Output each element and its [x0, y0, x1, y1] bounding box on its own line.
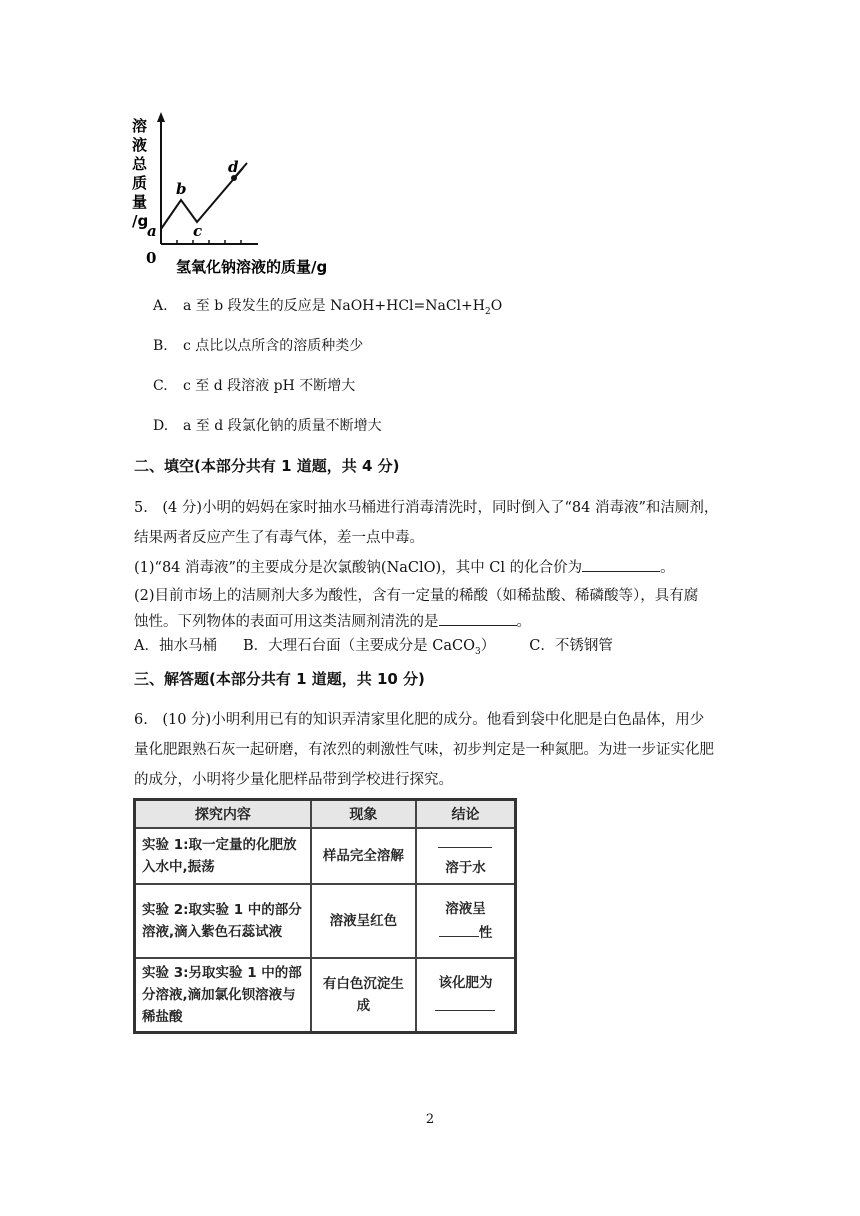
choice-a: A．抽水马桶: [134, 638, 217, 654]
choice-b-end: ）: [480, 638, 496, 654]
table-row: [135, 884, 516, 958]
option-text-tail: O: [490, 298, 503, 314]
option-text: c 点比以点所含的溶质种类少: [183, 338, 364, 354]
answer-blank[interactable]: [439, 924, 479, 937]
q5-sub-1-end: 。: [660, 560, 675, 576]
table-row: [135, 828, 516, 884]
option-letter: A.: [153, 298, 168, 314]
point-a-label: a: [147, 222, 157, 240]
answer-blank[interactable]: [582, 557, 660, 572]
q6-line-3: 的成分，小明将少量化肥样品带到学校进行探究。: [134, 772, 453, 788]
point-b-label: b: [176, 180, 187, 198]
option-b: [153, 336, 363, 356]
experiment-table: [133, 798, 517, 1034]
cell-phenomenon: 样品完全溶解: [311, 828, 416, 884]
point-d-label: d: [228, 158, 239, 176]
option-a: [153, 296, 502, 322]
conclusion-text: 溶于水: [445, 860, 486, 876]
table-header-row: [135, 800, 516, 829]
table-row: [135, 958, 516, 1033]
subscript: 3: [474, 646, 481, 657]
conclusion-text: 该化肥为: [438, 975, 493, 991]
option-text: a 至 b 段发生的反应是 NaOH+HCl=NaCl+H: [183, 298, 485, 314]
cell-conclusion: [416, 884, 516, 958]
cell-content: 实验 2:取实验 1 中的部分溶液,滴入紫色石蕊试液: [135, 884, 311, 958]
q5-choices: [134, 634, 613, 657]
option-c: [153, 376, 355, 396]
q6-line-1: 6. (10 分)小明利用已有的知识弄清家里化肥的成分。他看到袋中化肥是白色晶体，用少: [134, 712, 705, 728]
cell-content: 实验 1:取一定量的化肥放入水中,振荡: [135, 828, 311, 884]
cell-conclusion: [416, 828, 516, 884]
y-axis-label-char: 质: [132, 174, 148, 192]
header-phenomenon: 现象: [311, 800, 416, 829]
origin-label: 0: [146, 249, 157, 267]
mass-curve: [161, 168, 243, 229]
answer-blank[interactable]: [439, 611, 517, 626]
choice-c: C．不锈钢管: [529, 638, 613, 654]
y-axis-arrow: [157, 112, 165, 122]
cell-phenomenon: 有白色沉淀生成: [311, 958, 416, 1033]
cell-conclusion: [416, 958, 516, 1033]
q6-line-2: 量化肥跟熟石灰一起研磨，有浓烈的刺激性气味，初步判定是一种氮肥。为进一步证实化肥: [134, 742, 714, 758]
option-letter: C.: [153, 378, 168, 394]
header-content: 探究内容: [135, 800, 311, 829]
q5-sub-2-text: 蚀性。下列物体的表面可用这类洁厕剂清洗的是: [134, 614, 439, 630]
subscript: 2: [484, 306, 491, 317]
y-axis-label-char: 液: [132, 136, 148, 154]
cell-phenomenon: 溶液呈红色: [311, 884, 416, 958]
header-conclusion: 结论: [416, 800, 516, 829]
answer-blank[interactable]: [438, 835, 492, 848]
cell-content: 实验 3:另取实验 1 中的部分溶液,滴加氯化钡溶液与稀盐酸: [135, 958, 311, 1033]
answer-blank[interactable]: [435, 998, 495, 1011]
q5-sub-1: [134, 556, 675, 577]
point-c-label: c: [193, 222, 203, 240]
option-text: a 至 d 段氯化钠的质量不断增大: [183, 418, 382, 434]
x-axis-label: 氢氧化钠溶液的质量/g: [176, 258, 328, 276]
option-letter: D.: [153, 418, 169, 434]
y-axis-label-char: /g: [132, 212, 149, 230]
conclusion-text: 性: [478, 925, 493, 941]
option-text: c 至 d 段溶液 pH 不断增大: [183, 378, 356, 394]
page-number: 2: [425, 1112, 435, 1127]
option-d: [153, 416, 382, 436]
q5-sub-2-line-2: [134, 610, 531, 631]
mass-graph: [128, 112, 348, 277]
section-title-answer: 三、解答题(本部分共有 1 道题，共 10 分): [134, 670, 425, 688]
y-axis-label-char: 总: [132, 155, 148, 173]
y-axis-label-char: 量: [132, 193, 148, 211]
y-axis-label-char: 溶: [132, 117, 148, 135]
section-title-fill-blank: 二、填空(本部分共有 1 道题，共 4 分): [134, 457, 400, 475]
q5-line-2: 结果两者反应产生了有毒气体，差一点中毒。: [134, 530, 424, 546]
conclusion-pre: 溶液呈: [445, 901, 486, 917]
q5-sub-2-end: 。: [516, 614, 531, 630]
option-letter: B.: [153, 338, 168, 354]
q5-line-1: 5. (4 分)小明的妈妈在家时抽水马桶进行消毒清洗时，同时倒入了“84 消毒液”和洁厕剂，: [134, 500, 719, 516]
choice-b: B．大理石台面（主要成分是 CaCO: [242, 638, 475, 654]
q5-sub-1-text: (1)“84 消毒液”的主要成分是次氯酸钠(NaClO)，其中 Cl 的化合价为: [134, 560, 583, 576]
q5-sub-2-line-1: (2)目前市场上的洁厕剂大多为酸性，含有一定量的稀酸（如稀盐酸、稀磷酸等），具有腐: [134, 588, 699, 604]
